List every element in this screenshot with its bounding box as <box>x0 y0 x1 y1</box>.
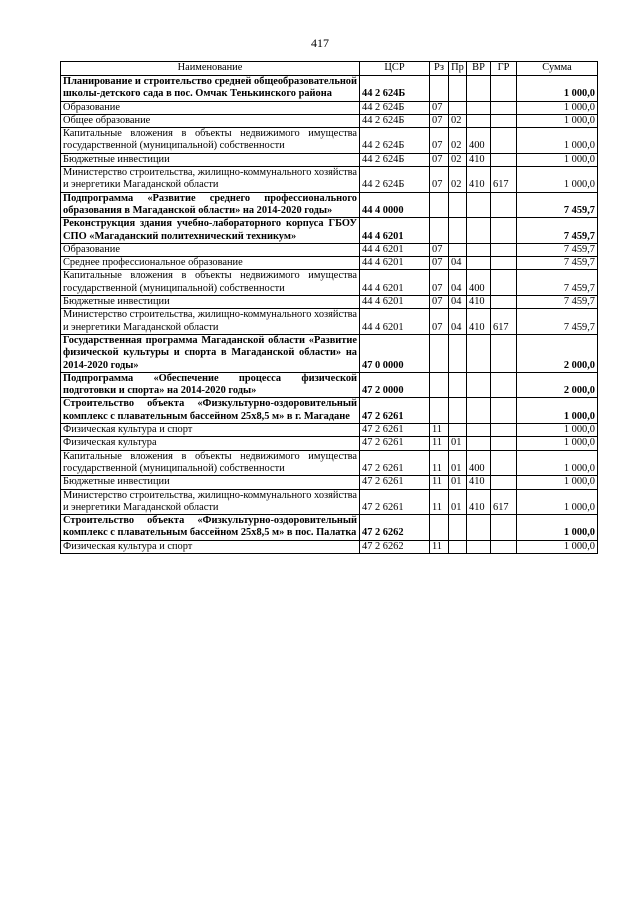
cell-vr <box>467 437 491 450</box>
cell-vr <box>467 218 491 244</box>
cell-rz: 07 <box>430 296 449 309</box>
cell-rz <box>430 372 449 398</box>
cell-gr <box>491 153 517 166</box>
cell-pr: 02 <box>449 153 467 166</box>
table-body <box>61 76 598 554</box>
cell-sum: 7 459,7 <box>517 257 598 270</box>
cell-csr: 44 2 624Б <box>360 153 430 166</box>
header-gr: ГР <box>491 62 517 76</box>
cell-csr: 44 4 6201 <box>360 296 430 309</box>
cell-rz: 11 <box>430 450 449 476</box>
cell-sum: 7 459,7 <box>517 296 598 309</box>
cell-name: Среднее профессиональное образование <box>61 257 360 270</box>
cell-vr: 400 <box>467 128 491 154</box>
cell-name: Образование <box>61 101 360 114</box>
cell-csr: 47 2 0000 <box>360 372 430 398</box>
cell-vr <box>467 114 491 127</box>
header-name: Наименование <box>61 62 360 76</box>
cell-rz <box>430 218 449 244</box>
page-number: 417 <box>311 36 329 50</box>
cell-rz <box>430 192 449 218</box>
cell-pr <box>449 192 467 218</box>
table-row <box>61 372 598 398</box>
table-row <box>61 167 598 193</box>
cell-csr: 44 4 6201 <box>360 309 430 335</box>
cell-rz <box>430 334 449 372</box>
cell-name: Физическая культура и спорт <box>61 424 360 437</box>
cell-csr: 44 4 6201 <box>360 270 430 296</box>
cell-vr <box>467 192 491 218</box>
cell-csr: 47 2 6261 <box>360 424 430 437</box>
header-pr: Пр <box>449 62 467 76</box>
cell-csr: 44 4 6201 <box>360 243 430 256</box>
cell-name: Бюджетные инвестиции <box>61 296 360 309</box>
cell-gr: 617 <box>491 167 517 193</box>
cell-name: Капитальные вложения в объекты недвижимого имущества государственной (муниципальной) собственности <box>61 450 360 476</box>
cell-rz <box>430 398 449 424</box>
cell-gr <box>491 243 517 256</box>
table-row <box>61 270 598 296</box>
cell-name: Бюджетные инвестиции <box>61 476 360 489</box>
cell-sum: 1 000,0 <box>517 489 598 515</box>
cell-sum: 7 459,7 <box>517 309 598 335</box>
cell-vr <box>467 372 491 398</box>
cell-pr <box>449 398 467 424</box>
cell-pr <box>449 243 467 256</box>
cell-csr: 44 2 624Б <box>360 76 430 102</box>
cell-name: Физическая культура <box>61 437 360 450</box>
cell-gr <box>491 450 517 476</box>
cell-vr <box>467 101 491 114</box>
cell-gr <box>491 76 517 102</box>
cell-gr <box>491 128 517 154</box>
cell-pr <box>449 424 467 437</box>
cell-name: Капитальные вложения в объекты недвижимого имущества государственной (муниципальной) собственности <box>61 128 360 154</box>
cell-pr: 02 <box>449 114 467 127</box>
cell-pr <box>449 101 467 114</box>
table-row <box>61 257 598 270</box>
header-sum: Сумма <box>517 62 598 76</box>
cell-sum: 1 000,0 <box>517 101 598 114</box>
table-row <box>61 128 598 154</box>
table-row <box>61 476 598 489</box>
cell-gr <box>491 257 517 270</box>
cell-csr: 47 2 6261 <box>360 489 430 515</box>
cell-pr: 04 <box>449 309 467 335</box>
cell-csr: 47 2 6262 <box>360 540 430 553</box>
cell-sum: 1 000,0 <box>517 437 598 450</box>
cell-pr: 04 <box>449 257 467 270</box>
cell-gr: 617 <box>491 489 517 515</box>
cell-gr: 617 <box>491 309 517 335</box>
cell-sum: 1 000,0 <box>517 114 598 127</box>
cell-rz: 07 <box>430 114 449 127</box>
cell-gr <box>491 372 517 398</box>
cell-csr: 44 4 0000 <box>360 192 430 218</box>
cell-gr <box>491 192 517 218</box>
cell-rz: 07 <box>430 270 449 296</box>
cell-vr: 410 <box>467 476 491 489</box>
cell-sum: 1 000,0 <box>517 76 598 102</box>
cell-sum: 1 000,0 <box>517 153 598 166</box>
cell-pr <box>449 372 467 398</box>
cell-csr: 44 2 624Б <box>360 101 430 114</box>
cell-vr <box>467 540 491 553</box>
cell-csr: 47 2 6261 <box>360 450 430 476</box>
cell-pr: 02 <box>449 128 467 154</box>
cell-gr <box>491 114 517 127</box>
cell-rz: 07 <box>430 243 449 256</box>
cell-name: Подпрограмма «Развитие среднего профессионального образования в Магаданской области» на 2014-2020 годы» <box>61 192 360 218</box>
cell-vr <box>467 243 491 256</box>
cell-gr <box>491 437 517 450</box>
table-header-row <box>61 62 598 76</box>
cell-vr: 410 <box>467 153 491 166</box>
cell-name: Планирование и строительство средней общеобразовательной школы-детского сада в пос. Омчак Тенькинского района <box>61 76 360 102</box>
cell-sum: 7 459,7 <box>517 192 598 218</box>
cell-gr <box>491 101 517 114</box>
cell-pr: 04 <box>449 296 467 309</box>
cell-gr <box>491 296 517 309</box>
cell-gr <box>491 398 517 424</box>
cell-vr: 410 <box>467 489 491 515</box>
cell-name: Строительство объекта «Физкультурно-оздоровительный комплекс с плавательным бассейном 25х8,5 м» в пос. Палатка <box>61 515 360 541</box>
cell-pr: 01 <box>449 437 467 450</box>
table-row <box>61 515 598 541</box>
cell-csr: 47 2 6262 <box>360 515 430 541</box>
cell-vr <box>467 76 491 102</box>
cell-csr: 44 4 6201 <box>360 257 430 270</box>
cell-sum: 2 000,0 <box>517 334 598 372</box>
cell-vr: 410 <box>467 296 491 309</box>
cell-pr <box>449 334 467 372</box>
table-row <box>61 243 598 256</box>
cell-csr: 44 2 624Б <box>360 114 430 127</box>
cell-name: Образование <box>61 243 360 256</box>
cell-vr <box>467 398 491 424</box>
cell-name: Строительство объекта «Физкультурно-оздоровительный комплекс с плавательным бассейном 25х8,5 м» в г. Магадане <box>61 398 360 424</box>
cell-sum: 1 000,0 <box>517 476 598 489</box>
cell-sum: 1 000,0 <box>517 515 598 541</box>
cell-name: Бюджетные инвестиции <box>61 153 360 166</box>
table-row <box>61 76 598 102</box>
cell-rz: 07 <box>430 153 449 166</box>
table-row <box>61 489 598 515</box>
header-vr: ВР <box>467 62 491 76</box>
cell-sum: 7 459,7 <box>517 243 598 256</box>
cell-vr <box>467 334 491 372</box>
cell-rz: 11 <box>430 476 449 489</box>
cell-pr <box>449 515 467 541</box>
table-row <box>61 437 598 450</box>
cell-vr: 410 <box>467 309 491 335</box>
cell-pr: 01 <box>449 489 467 515</box>
cell-csr: 44 2 624Б <box>360 128 430 154</box>
cell-csr: 47 2 6261 <box>360 476 430 489</box>
cell-gr <box>491 540 517 553</box>
table-row <box>61 309 598 335</box>
cell-name: Министерство строительства, жилищно-коммунального хозяйства и энергетики Магаданской области <box>61 167 360 193</box>
cell-name: Государственная программа Магаданской области «Развитие физической культуры и спорта в Магаданской области» на 2014-2020 годы» <box>61 334 360 372</box>
cell-name: Капитальные вложения в объекты недвижимого имущества государственной (муниципальной) собственности <box>61 270 360 296</box>
cell-sum: 1 000,0 <box>517 450 598 476</box>
cell-csr: 44 4 6201 <box>360 218 430 244</box>
cell-gr <box>491 515 517 541</box>
header-csr: ЦСР <box>360 62 430 76</box>
cell-gr <box>491 270 517 296</box>
cell-name: Общее образование <box>61 114 360 127</box>
cell-pr <box>449 76 467 102</box>
cell-pr: 01 <box>449 476 467 489</box>
cell-vr <box>467 257 491 270</box>
cell-rz: 11 <box>430 489 449 515</box>
cell-sum: 1 000,0 <box>517 128 598 154</box>
cell-vr: 400 <box>467 270 491 296</box>
cell-vr: 400 <box>467 450 491 476</box>
table-row <box>61 153 598 166</box>
table-row <box>61 218 598 244</box>
cell-rz: 07 <box>430 257 449 270</box>
cell-pr <box>449 218 467 244</box>
cell-name: Реконструкция здания учебно-лабораторного корпуса ГБОУ СПО «Магаданский политехнический техникум» <box>61 218 360 244</box>
cell-rz: 11 <box>430 437 449 450</box>
cell-sum: 7 459,7 <box>517 270 598 296</box>
table-row <box>61 114 598 127</box>
cell-pr <box>449 540 467 553</box>
cell-rz: 11 <box>430 424 449 437</box>
table-row <box>61 334 598 372</box>
cell-gr <box>491 218 517 244</box>
table-row <box>61 450 598 476</box>
cell-sum: 7 459,7 <box>517 218 598 244</box>
cell-csr: 47 2 6261 <box>360 398 430 424</box>
cell-name: Министерство строительства, жилищно-коммунального хозяйства и энергетики Магаданской области <box>61 489 360 515</box>
cell-csr: 47 2 6261 <box>360 437 430 450</box>
cell-sum: 2 000,0 <box>517 372 598 398</box>
cell-vr <box>467 515 491 541</box>
cell-vr <box>467 424 491 437</box>
cell-rz <box>430 76 449 102</box>
cell-pr: 02 <box>449 167 467 193</box>
table-row <box>61 192 598 218</box>
table-row <box>61 424 598 437</box>
cell-csr: 47 0 0000 <box>360 334 430 372</box>
table-row <box>61 540 598 553</box>
table-row <box>61 296 598 309</box>
cell-rz: 07 <box>430 309 449 335</box>
cell-sum: 1 000,0 <box>517 424 598 437</box>
cell-vr: 410 <box>467 167 491 193</box>
cell-pr: 01 <box>449 450 467 476</box>
table-row <box>61 101 598 114</box>
cell-name: Министерство строительства, жилищно-коммунального хозяйства и энергетики Магаданской области <box>61 309 360 335</box>
table-row <box>61 398 598 424</box>
cell-gr <box>491 334 517 372</box>
budget-table <box>60 61 598 554</box>
cell-name: Физическая культура и спорт <box>61 540 360 553</box>
cell-rz: 11 <box>430 540 449 553</box>
cell-rz <box>430 515 449 541</box>
cell-pr: 04 <box>449 270 467 296</box>
cell-sum: 1 000,0 <box>517 398 598 424</box>
cell-rz: 07 <box>430 167 449 193</box>
cell-gr <box>491 424 517 437</box>
cell-rz: 07 <box>430 101 449 114</box>
cell-rz: 07 <box>430 128 449 154</box>
cell-gr <box>491 476 517 489</box>
header-rz: Рз <box>430 62 449 76</box>
cell-sum: 1 000,0 <box>517 167 598 193</box>
cell-name: Подпрограмма «Обеспечение процесса физической подготовки и спорта» на 2014-2020 годы» <box>61 372 360 398</box>
cell-sum: 1 000,0 <box>517 540 598 553</box>
cell-csr: 44 2 624Б <box>360 167 430 193</box>
